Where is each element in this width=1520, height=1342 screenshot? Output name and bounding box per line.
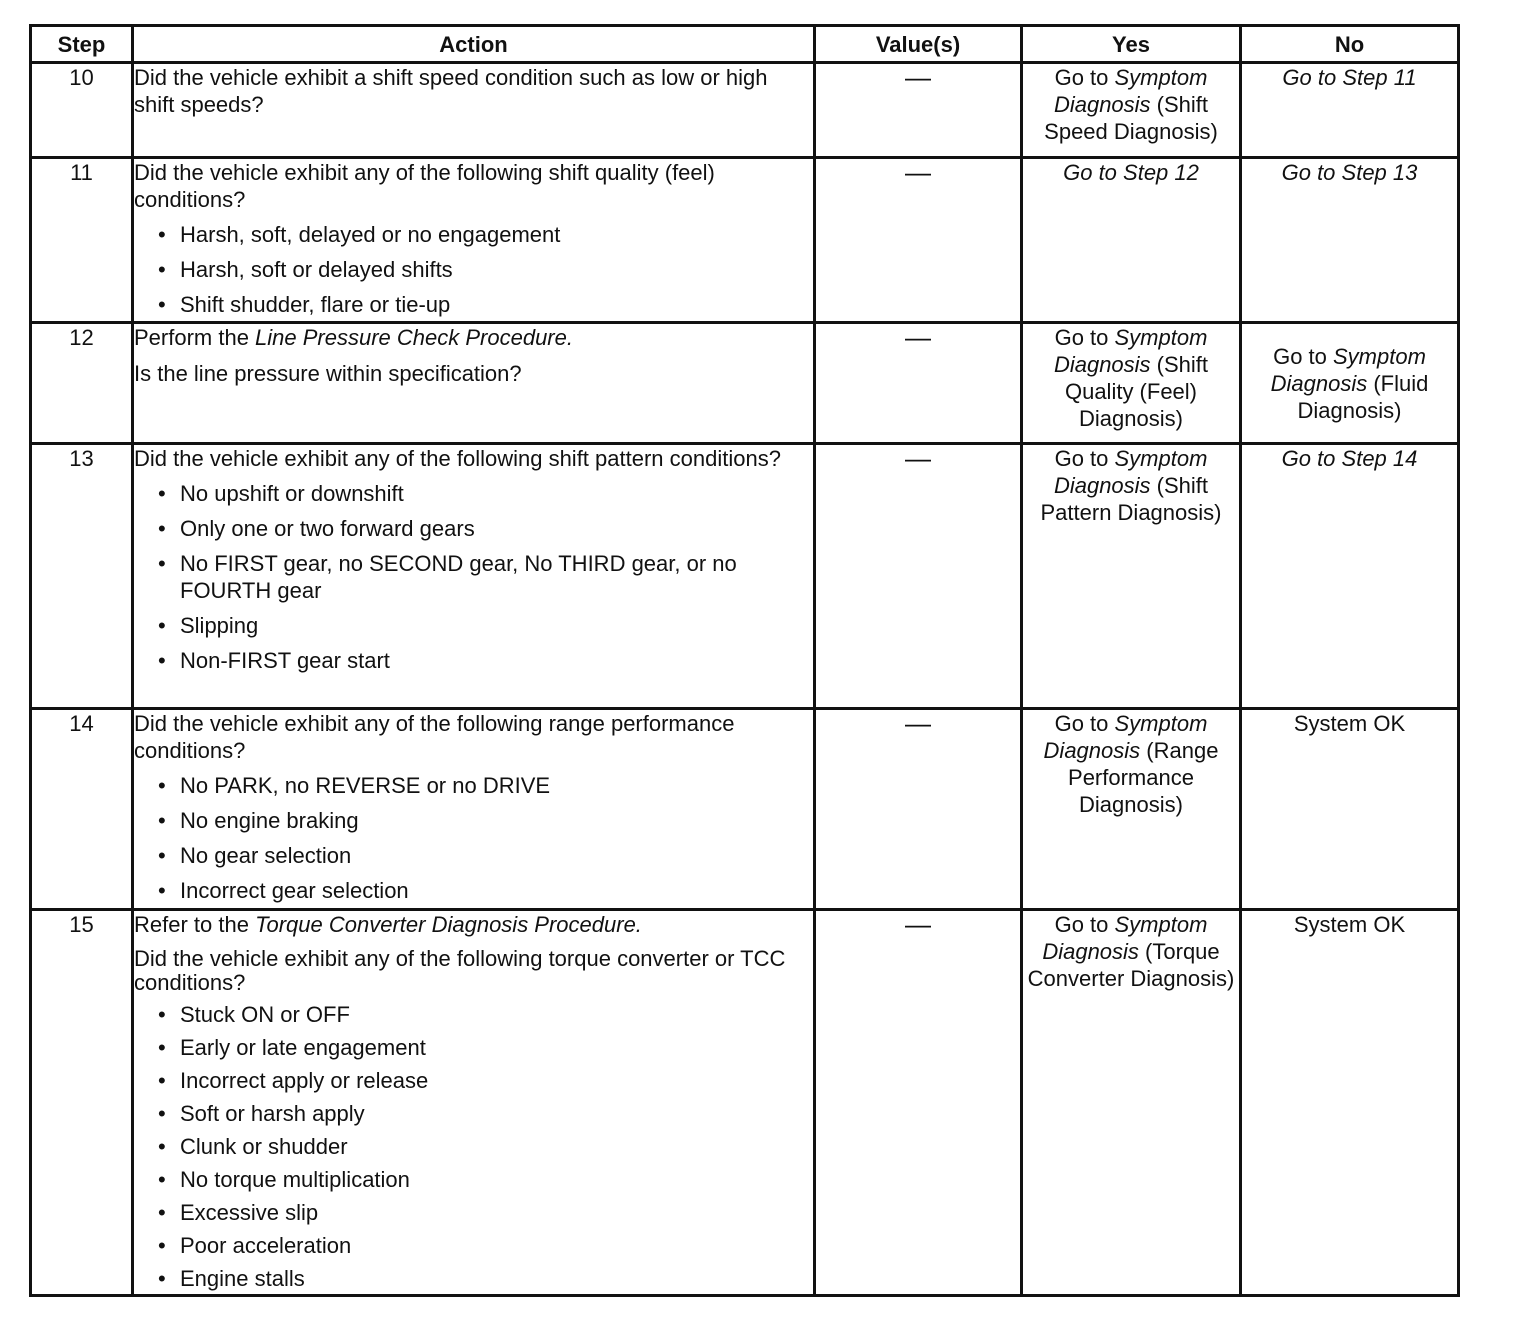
yes-cell <box>1022 158 1241 323</box>
value-cell: — <box>815 444 1022 709</box>
instruction-text: Perform the <box>134 325 256 350</box>
yes-text: Go to <box>1054 446 1115 471</box>
action-question: Did the vehicle exhibit any of the following shift quality (feel) conditions? <box>134 160 715 212</box>
list-item: • No upshift or downshift <box>156 480 813 507</box>
step-number: 11 <box>31 158 133 323</box>
yes-text: (Range Performance Diagnosis) <box>1068 738 1219 817</box>
list-item: • Incorrect apply or release <box>156 1067 813 1094</box>
yes-link[interactable]: Symptom Diagnosis <box>1043 711 1208 763</box>
yes-text: (Shift Pattern Diagnosis) <box>1040 473 1222 525</box>
yes-text: Go to <box>1054 912 1115 937</box>
value-cell: — <box>815 63 1022 158</box>
value-cell: — <box>815 709 1022 910</box>
table-row <box>31 444 1459 709</box>
condition-list <box>134 1001 813 1292</box>
action-question: Did the vehicle exhibit any of the following shift pattern conditions? <box>134 446 781 471</box>
no-cell <box>1241 63 1459 158</box>
list-item: • No FIRST gear, no SECOND gear, No THIRD gear, or no FOURTH gear <box>156 550 813 604</box>
yes-cell <box>1022 910 1241 1296</box>
list-item: • Soft or harsh apply <box>156 1100 813 1127</box>
no-link[interactable]: Symptom Diagnosis <box>1270 343 1426 396</box>
no-cell: System OK <box>1241 709 1459 910</box>
header-no: No <box>1241 26 1459 63</box>
yes-text: (Shift Speed Diagnosis) <box>1044 92 1218 144</box>
action-cell <box>133 444 815 709</box>
condition-list <box>134 221 813 318</box>
no-cell <box>1241 323 1459 444</box>
yes-link[interactable]: Symptom Diagnosis <box>1053 446 1208 498</box>
list-item: • Harsh, soft, delayed or no engagement <box>156 221 813 248</box>
list-item: • Early or late engagement <box>156 1034 813 1061</box>
action-cell <box>133 709 815 910</box>
action-question: Did the vehicle exhibit a shift speed condition such as low or high shift speeds? <box>134 65 768 117</box>
table-row <box>31 158 1459 323</box>
header-values: Value(s) <box>815 26 1022 63</box>
list-item: • Non-FIRST gear start <box>156 647 813 674</box>
yes-text: (Torque Converter Diagnosis) <box>1027 939 1235 991</box>
procedure-link[interactable]: Line Pressure Check Procedure. <box>255 325 573 350</box>
no-link[interactable]: Go to Step 13 <box>1281 160 1418 185</box>
step-number: 15 <box>31 910 133 1296</box>
instruction-text: Refer to the <box>134 912 256 937</box>
no-text: (Fluid Diagnosis) <box>1297 370 1429 423</box>
list-item: • Slipping <box>156 612 813 639</box>
list-item: • No engine braking <box>156 807 813 834</box>
step-number: 12 <box>31 323 133 444</box>
no-link[interactable]: Go to Step 14 <box>1281 446 1418 471</box>
condition-list <box>134 772 813 904</box>
no-cell <box>1241 158 1459 323</box>
action-instruction <box>134 324 813 351</box>
diagnostic-table <box>29 24 1460 1297</box>
list-item: • Shift shudder, flare or tie-up <box>156 291 813 318</box>
header-action: Action <box>133 26 815 63</box>
list-item: • No gear selection <box>156 842 813 869</box>
step-number: 13 <box>31 444 133 709</box>
action-cell <box>133 158 815 323</box>
value-cell: — <box>815 323 1022 444</box>
yes-cell <box>1022 709 1241 910</box>
yes-link[interactable]: Symptom Diagnosis <box>1053 325 1208 377</box>
header-step: Step <box>31 26 133 63</box>
yes-text: Go to <box>1054 711 1115 736</box>
yes-text: Go to <box>1054 325 1115 350</box>
yes-link[interactable]: Symptom Diagnosis <box>1053 65 1208 117</box>
list-item: • Poor acceleration <box>156 1232 813 1259</box>
step-number: 14 <box>31 709 133 910</box>
value-cell: — <box>815 910 1022 1296</box>
yes-cell <box>1022 323 1241 444</box>
no-cell: System OK <box>1241 910 1459 1296</box>
action-cell <box>133 910 815 1296</box>
list-item: • Stuck ON or OFF <box>156 1001 813 1028</box>
header-yes: Yes <box>1022 26 1241 63</box>
action-cell <box>133 63 815 158</box>
list-item: • Only one or two forward gears <box>156 515 813 542</box>
table-row <box>31 709 1459 910</box>
no-link[interactable]: Go to Step 11 <box>1282 65 1417 90</box>
list-item: • Excessive slip <box>156 1199 813 1226</box>
action-question: Did the vehicle exhibit any of the following torque converter or TCC conditions? <box>134 946 786 995</box>
header-row <box>31 26 1459 63</box>
action-question: Is the line pressure within specification? <box>134 361 522 386</box>
diagnostic-table-container <box>29 24 1460 1297</box>
yes-link[interactable]: Go to Step 12 <box>1063 160 1199 185</box>
list-item: • No PARK, no REVERSE or no DRIVE <box>156 772 813 799</box>
yes-cell <box>1022 444 1241 709</box>
procedure-link[interactable]: Torque Converter Diagnosis Procedure. <box>255 912 642 937</box>
yes-link[interactable]: Symptom Diagnosis <box>1042 912 1208 964</box>
list-item: • No torque multiplication <box>156 1166 813 1193</box>
no-cell <box>1241 444 1459 709</box>
action-instruction <box>134 911 813 938</box>
value-cell: — <box>815 158 1022 323</box>
table-row <box>31 63 1459 158</box>
table-row <box>31 910 1459 1296</box>
condition-list <box>134 480 813 674</box>
list-item: • Engine stalls <box>156 1265 813 1292</box>
action-question: Did the vehicle exhibit any of the following range performance conditions? <box>134 711 735 763</box>
yes-text: (Shift Quality (Feel) Diagnosis) <box>1064 352 1209 431</box>
step-number: 10 <box>31 63 133 158</box>
action-cell <box>133 323 815 444</box>
list-item: • Clunk or shudder <box>156 1133 813 1160</box>
no-text: Go to <box>1273 343 1333 369</box>
yes-cell <box>1022 63 1241 158</box>
list-item: • Harsh, soft or delayed shifts <box>156 256 813 283</box>
list-item: • Incorrect gear selection <box>156 877 813 904</box>
table-row <box>31 323 1459 444</box>
yes-text: Go to <box>1054 65 1115 90</box>
